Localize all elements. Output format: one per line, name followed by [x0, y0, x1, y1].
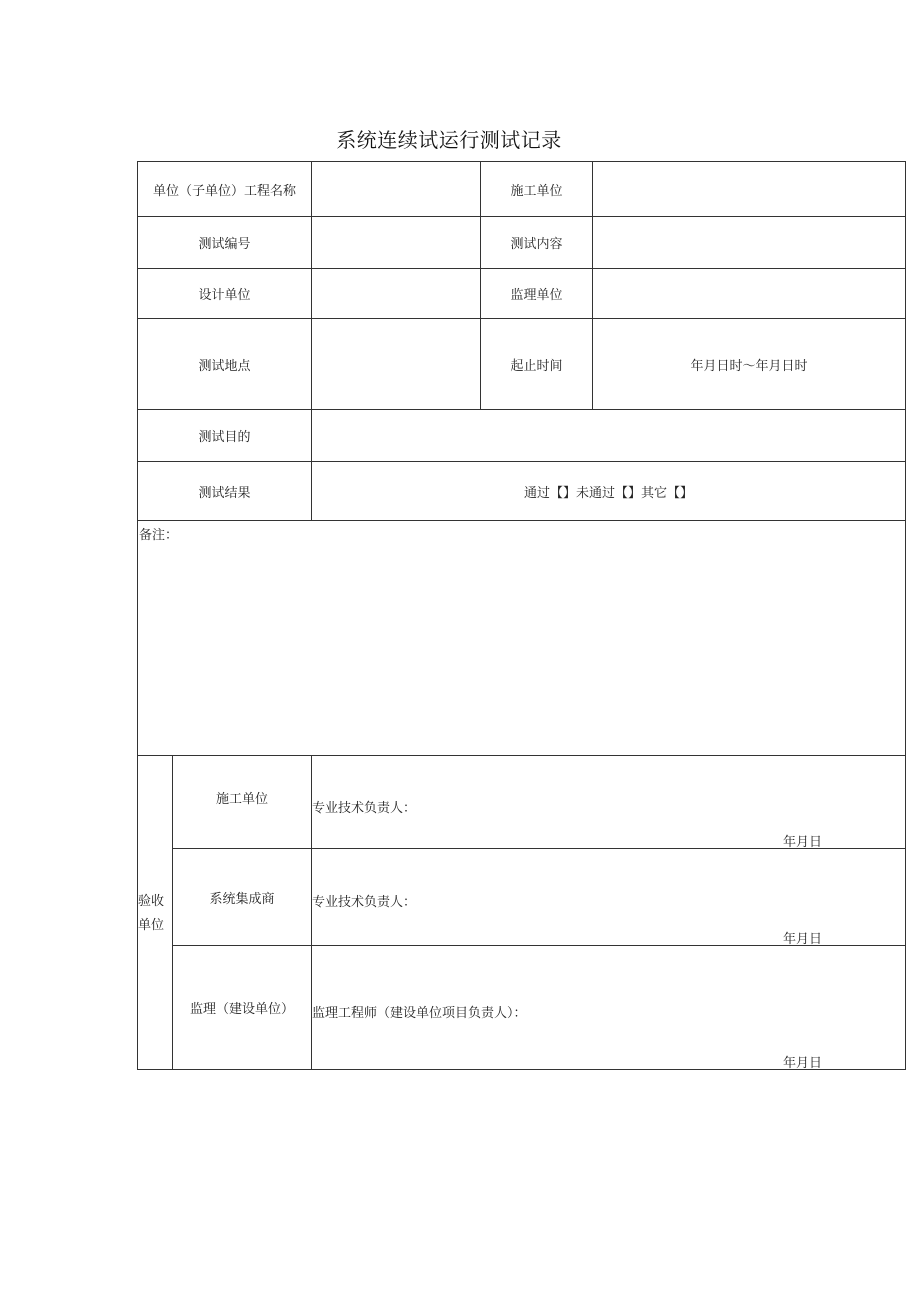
project-name-label-cell [137, 161, 312, 217]
test-location-label-cell [137, 318, 312, 410]
supervision-unit-field[interactable] [592, 268, 906, 319]
signer-label-integrator: 专业技术负责人： [312, 895, 417, 910]
test-result-options: 通过【】未通过【】其它【】 [523, 485, 693, 501]
test-purpose-label-cell [137, 409, 312, 462]
design-unit-label: 设计单位 [198, 288, 251, 303]
test-location-field[interactable] [311, 318, 481, 410]
test-number-field[interactable] [311, 216, 481, 269]
project-name-label: 单位（子单位）工程名称 [152, 183, 296, 199]
test-number-label-cell [137, 216, 312, 269]
acceptance-party-cell [172, 755, 312, 849]
test-location-label: 测试地点 [198, 358, 251, 374]
remarks-label: 备注： [139, 528, 179, 543]
signer-label-supervision: 监理工程师（建设单位项目负责人）： [312, 1006, 527, 1021]
test-content-label-cell [480, 216, 593, 269]
test-record-form [137, 161, 906, 1070]
start-end-time-field[interactable] [592, 318, 906, 410]
test-content-field[interactable] [592, 216, 906, 269]
date-label-construction: 年月日 [783, 835, 823, 850]
page-title: 系统连续试运行测试记录 [336, 128, 562, 152]
test-result-label: 测试结果 [198, 485, 251, 501]
acceptance-group-label-line1: 验收 [138, 894, 165, 909]
construction-unit-label-cell [480, 161, 593, 217]
acceptance-group-label-line2: 单位 [138, 918, 165, 933]
start-end-time-label: 起止时间 [510, 358, 563, 374]
start-end-time-label-cell [480, 318, 593, 410]
construction-unit-field[interactable] [592, 161, 906, 217]
acceptance-party-construction: 施工单位 [215, 791, 268, 807]
test-purpose-field[interactable] [311, 409, 906, 462]
date-label-supervision: 年月日 [783, 1056, 823, 1071]
acceptance-party-cell [172, 945, 312, 1070]
supervision-unit-label-cell [480, 268, 593, 319]
test-content-label: 测试内容 [510, 237, 563, 252]
test-number-label: 测试编号 [198, 237, 251, 252]
project-name-field[interactable] [311, 161, 481, 217]
acceptance-party-supervision: 监理（建设单位） [189, 1002, 294, 1017]
test-result-field[interactable] [311, 461, 906, 521]
date-label-integrator: 年月日 [783, 932, 823, 947]
remarks-field[interactable] [137, 520, 906, 756]
signer-label-construction: 专业技术负责人： [312, 801, 417, 816]
design-unit-field[interactable] [311, 268, 481, 319]
construction-unit-label: 施工单位 [510, 183, 563, 199]
acceptance-party-cell [172, 848, 312, 946]
test-purpose-label: 测试目的 [198, 430, 251, 445]
supervision-unit-label: 监理单位 [510, 288, 563, 303]
acceptance-party-integrator: 系统集成商 [209, 891, 275, 907]
test-result-label-cell [137, 461, 312, 521]
start-end-time-value: 年月日时～年月日时 [690, 358, 808, 374]
design-unit-label-cell [137, 268, 312, 319]
